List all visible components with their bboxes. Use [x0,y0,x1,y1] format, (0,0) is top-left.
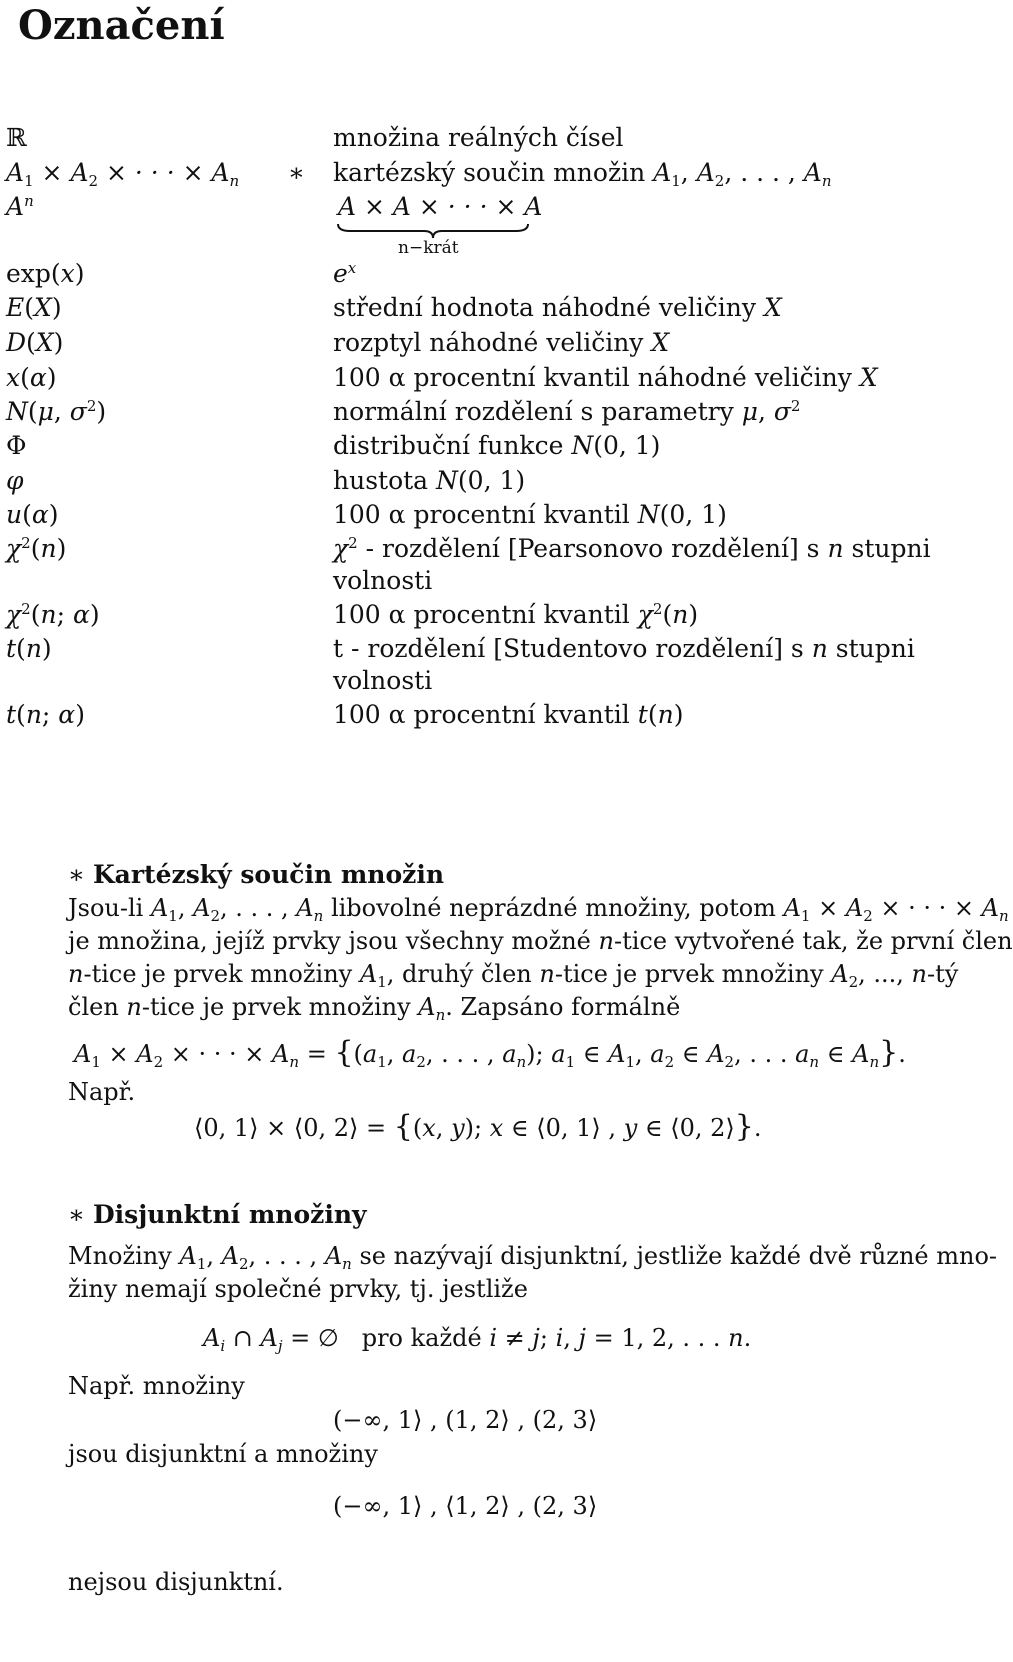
desc-chi2-quantile: 100 α procentní kvantil $\chi^2(n)$ [333,600,699,629]
symbol-power: $A^n$ [6,192,34,221]
symbol-u-quantile: u(α) [6,500,59,529]
symbol-reals: ℝ [6,123,27,152]
cartesian-line-1: Jsou-li $A_1$, $A_2$, . . . , $A_n$ libovolné neprázdné množiny, potom $A_1 \times A_2$ × · · · × $A_n$ [68,894,1009,925]
disjoint-arenot-label: nejsou disjunktní. [68,1568,284,1596]
desc-t-cont: volnosti [333,666,433,695]
disjoint-line-2: žiny nemají společné prvky, tj. jestliže [68,1275,528,1303]
desc-varphi: hustota N(0, 1) [333,466,526,495]
disjoint-example-label: Např. množiny [68,1372,245,1400]
desc-variance: rozptyl náhodné veličiny X [333,328,670,357]
desc-u-quantile: 100 α procentní kvantil N(0, 1) [333,500,727,529]
cartesian-formula: $A_1 \times A_2$ × · · · × $A_n = \{(a_1$, $a_2$, . . . , $a_n$); $a_1$ ∈ $A_1$, $a_2$ ∈ $A_2$, . . . $a_n$ ∈ $A_n$}. [74,1035,906,1071]
page-title: Označení [18,2,225,49]
symbol-cartesian: $A_1 \times A_2$ × · · · × $A_n$ [6,158,240,190]
symbol-varphi: φ [6,466,24,495]
cartesian-line-2: je množina, jejíž prvky jsou všechny možné n-tice vytvořené tak, že první člen [68,927,1013,955]
non-disjoint-example-sets: (−∞, 1⟩ , ⟨1, 2⟩ , (2, 3⟩ [333,1492,598,1520]
disjoint-line-1: Množiny $A_1$, $A_2$, . . . , $A_n$ se nazývají disjunktní, jestliže každé dvě různé mno- [68,1242,998,1273]
desc-quantile: 100 α procentní kvantil náhodné veličiny X [333,363,878,392]
symbol-t-quantile: t(n; α) [6,700,85,729]
symbol-phi: Φ [6,431,27,460]
symbol-normal: N(μ, $\sigma^2$) [6,397,107,426]
desc-expectation: střední hodnota náhodné veličiny X [333,293,782,322]
cartesian-line-3: n-tice je prvek množiny $A_1$, druhý člen n-tice je prvek množiny $A_2$, ..., n-tý [68,960,959,991]
desc-phi: distribuční funkce N(0, 1) [333,431,661,460]
desc-cartesian: kartézský součin množin $A_1$, $A_2$, . . . , $A_n$ [333,158,832,190]
symbol-expectation: E(X) [6,293,62,322]
desc-reals: množina reálných čísel [333,123,624,152]
section-heading-cartesian: ∗ Kartézský součin množin [68,860,445,889]
section-heading-disjoint: ∗ Disjunktní množiny [68,1200,367,1229]
desc-t-quantile: 100 α procentní kvantil t(n) [333,700,684,729]
desc-chi2-cont: volnosti [333,566,433,595]
desc-chi2: $\chi^2$ - rozdělení [Pearsonovo rozdělení] s n stupni [333,534,931,563]
symbol-quantile: x(α) [6,363,57,392]
desc-exp: $e^x$ [333,259,357,288]
cartesian-example-formula: ⟨0, 1⟩ × ⟨0, 2⟩ = {(x, y); x ∈ ⟨0, 1⟩ , y ∈ ⟨0, 2⟩}. [194,1109,762,1144]
disjoint-are-label: jsou disjunktní a množiny [68,1440,378,1468]
desc-t: t - rozdělení [Studentovo rozdělení] s n stupni [333,634,915,663]
desc-power: A × A × · · · × A [338,192,543,221]
underbrace-label: n−krát [398,238,459,258]
asterisk-mark: ∗ [288,158,305,187]
cartesian-example-label: Např. [68,1078,136,1106]
symbol-variance: D(X) [6,328,64,357]
symbol-exp: exp(x) [6,259,85,288]
disjoint-formula: $A_i$ ∩ $A_j$ = ∅ pro každé i ≠ j; i, j = 1, 2, . . . n. [203,1324,752,1355]
disjoint-example-sets: (−∞, 1⟩ , (1, 2⟩ , (2, 3⟩ [333,1406,598,1434]
desc-normal: normální rozdělení s parametry μ, $\sigma^2$ [333,397,801,426]
symbol-chi2-quantile: $\chi^2(n$; α) [6,600,100,629]
cartesian-line-4: člen n-tice je prvek množiny $A_n$. Zapsáno formálně [68,993,681,1024]
symbol-t: t(n) [6,634,52,663]
symbol-chi2: $\chi^2(n)$ [6,534,67,563]
